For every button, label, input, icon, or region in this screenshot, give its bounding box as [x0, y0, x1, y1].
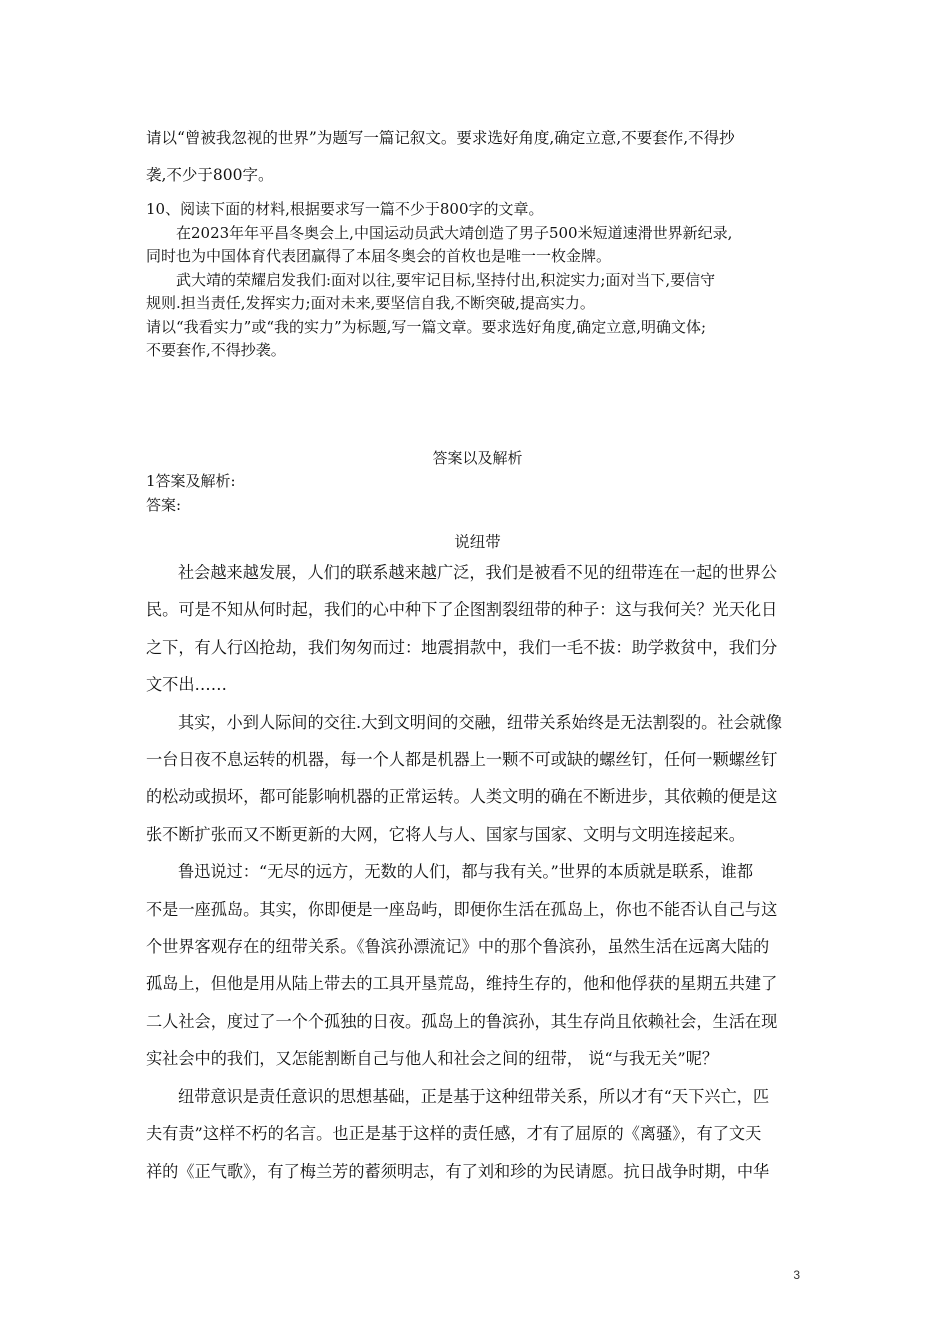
- essay-line: 其实，小到人际间的交往.大到文明间的交融，纽带关系始终是无法割裂的。社会就像: [178, 712, 783, 732]
- prompt-line: 请以“曾被我忽视的世界”为题写一篇记叙文。要求选好角度,确定立意,不要套作,不得抄: [146, 129, 735, 147]
- answer-label: 答案:: [146, 495, 182, 514]
- material-line: 同时也为中国体育代表团赢得了本届冬奥会的首枚也是唯一一枚金牌。: [146, 247, 612, 265]
- material-line: 武大靖的荣耀启发我们:面对以往,要牢记目标,坚持付出,积淀实力;面对当下,要信守: [176, 270, 716, 289]
- answers-section-title: 答案以及解析: [432, 449, 523, 467]
- essay-body: [146, 554, 809, 1190]
- question-prompt-block: [146, 120, 809, 194]
- requirement-line: 请以“我看实力”或“我的实力”为标题,写一篇文章。要求选好角度,确定立意,明确文体;: [146, 317, 707, 336]
- essay-line: 个世界客观存在的纽带关系。《鲁滨孙漂流记》中的那个鲁滨孙，虽然生活在远离大陆的: [146, 937, 770, 957]
- essay-line: 社会越来越发展，人们的联系越来越广泛，我们是被看不见的纽带连在一起的世界公: [178, 563, 777, 582]
- essay-line: 文不出……: [146, 675, 227, 695]
- essay-line: 张不断扩张而又不断更新的大网，它将人与人、国家与国家、文明与文明连接起来。: [146, 824, 745, 844]
- material-line: 在2023年年平昌冬奥会上,中国运动员武大靖创造了男子500米短道速滑世界新纪录,: [176, 223, 733, 242]
- answer-item-label: 1答案及解析:: [146, 472, 236, 490]
- essay-line: 之下，有人行凶抢劫，我们匆匆而过：地震捐款中，我们一毛不拔：助学救贫中，我们分: [146, 637, 778, 657]
- material-line: 规则.担当责任,发挥实力;面对未来,要坚信自我,不断突破,提高实力。: [146, 294, 595, 312]
- essay-line: 民。可是不知从何时起，我们的心中种下了企图割裂纽带的种子：这与我何关？光天化日: [146, 600, 778, 620]
- essay-line: 夫有责”这样不朽的名言。也正是基于这样的责任感，才有了屈原的《离骚》，有了文天: [146, 1124, 762, 1144]
- essay-line: 纽带意识是责任意识的思想基础，正是基于这种纽带关系，所以才有“天下兴亡，匹: [178, 1086, 770, 1106]
- question-10-block: [146, 198, 809, 363]
- essay-line: 鲁迅说过：“无尽的远方，无数的人们，都与我有关。”世界的本质就是联系，谁都: [178, 862, 754, 882]
- essay-line: 孤岛上，但他是用从陆上带去的工具开垦荒岛，维持生存的，他和他俘获的星期五共建了: [146, 974, 778, 994]
- essay-line: 一台日夜不息运转的机器，每一个人都是机器上一颗不可或缺的螺丝钉，任何一颗螺丝钉: [146, 750, 778, 770]
- essay-line: 二人社会，度过了一个个孤独的日夜。孤岛上的鲁滨孙，其生存尚且依赖社会，生活在现: [146, 1011, 778, 1031]
- requirement-line: 不要套作,不得抄袭。: [146, 341, 286, 359]
- page-number: 3: [793, 1268, 800, 1282]
- answer-header-block: [146, 470, 809, 517]
- question-10-heading: 10、阅读下面的材料,根据要求写一篇不少于800字的文章。: [146, 200, 544, 218]
- essay-line: 实社会中的我们，又怎能割断自己与他人和社会之间的纽带， 说“与我无关”呢？: [146, 1049, 719, 1069]
- essay-line: 不是一座孤岛。其实，你即便是一座岛屿，即便你生活在孤岛上，你也不能否认自己与这: [146, 899, 778, 919]
- essay-title: 说纽带: [454, 533, 501, 551]
- essay-line: 的松动或损坏，都可能影响机器的正常运转。人类文明的确在不断进步，其依赖的便是这: [146, 787, 778, 807]
- prompt-line: 袭,不少于800字。: [146, 166, 274, 184]
- essay-line: 祥的《正气歌》，有了梅兰芳的蓄须明志，有了刘和珍的为民请愿。抗日战争时期，中华: [146, 1161, 770, 1181]
